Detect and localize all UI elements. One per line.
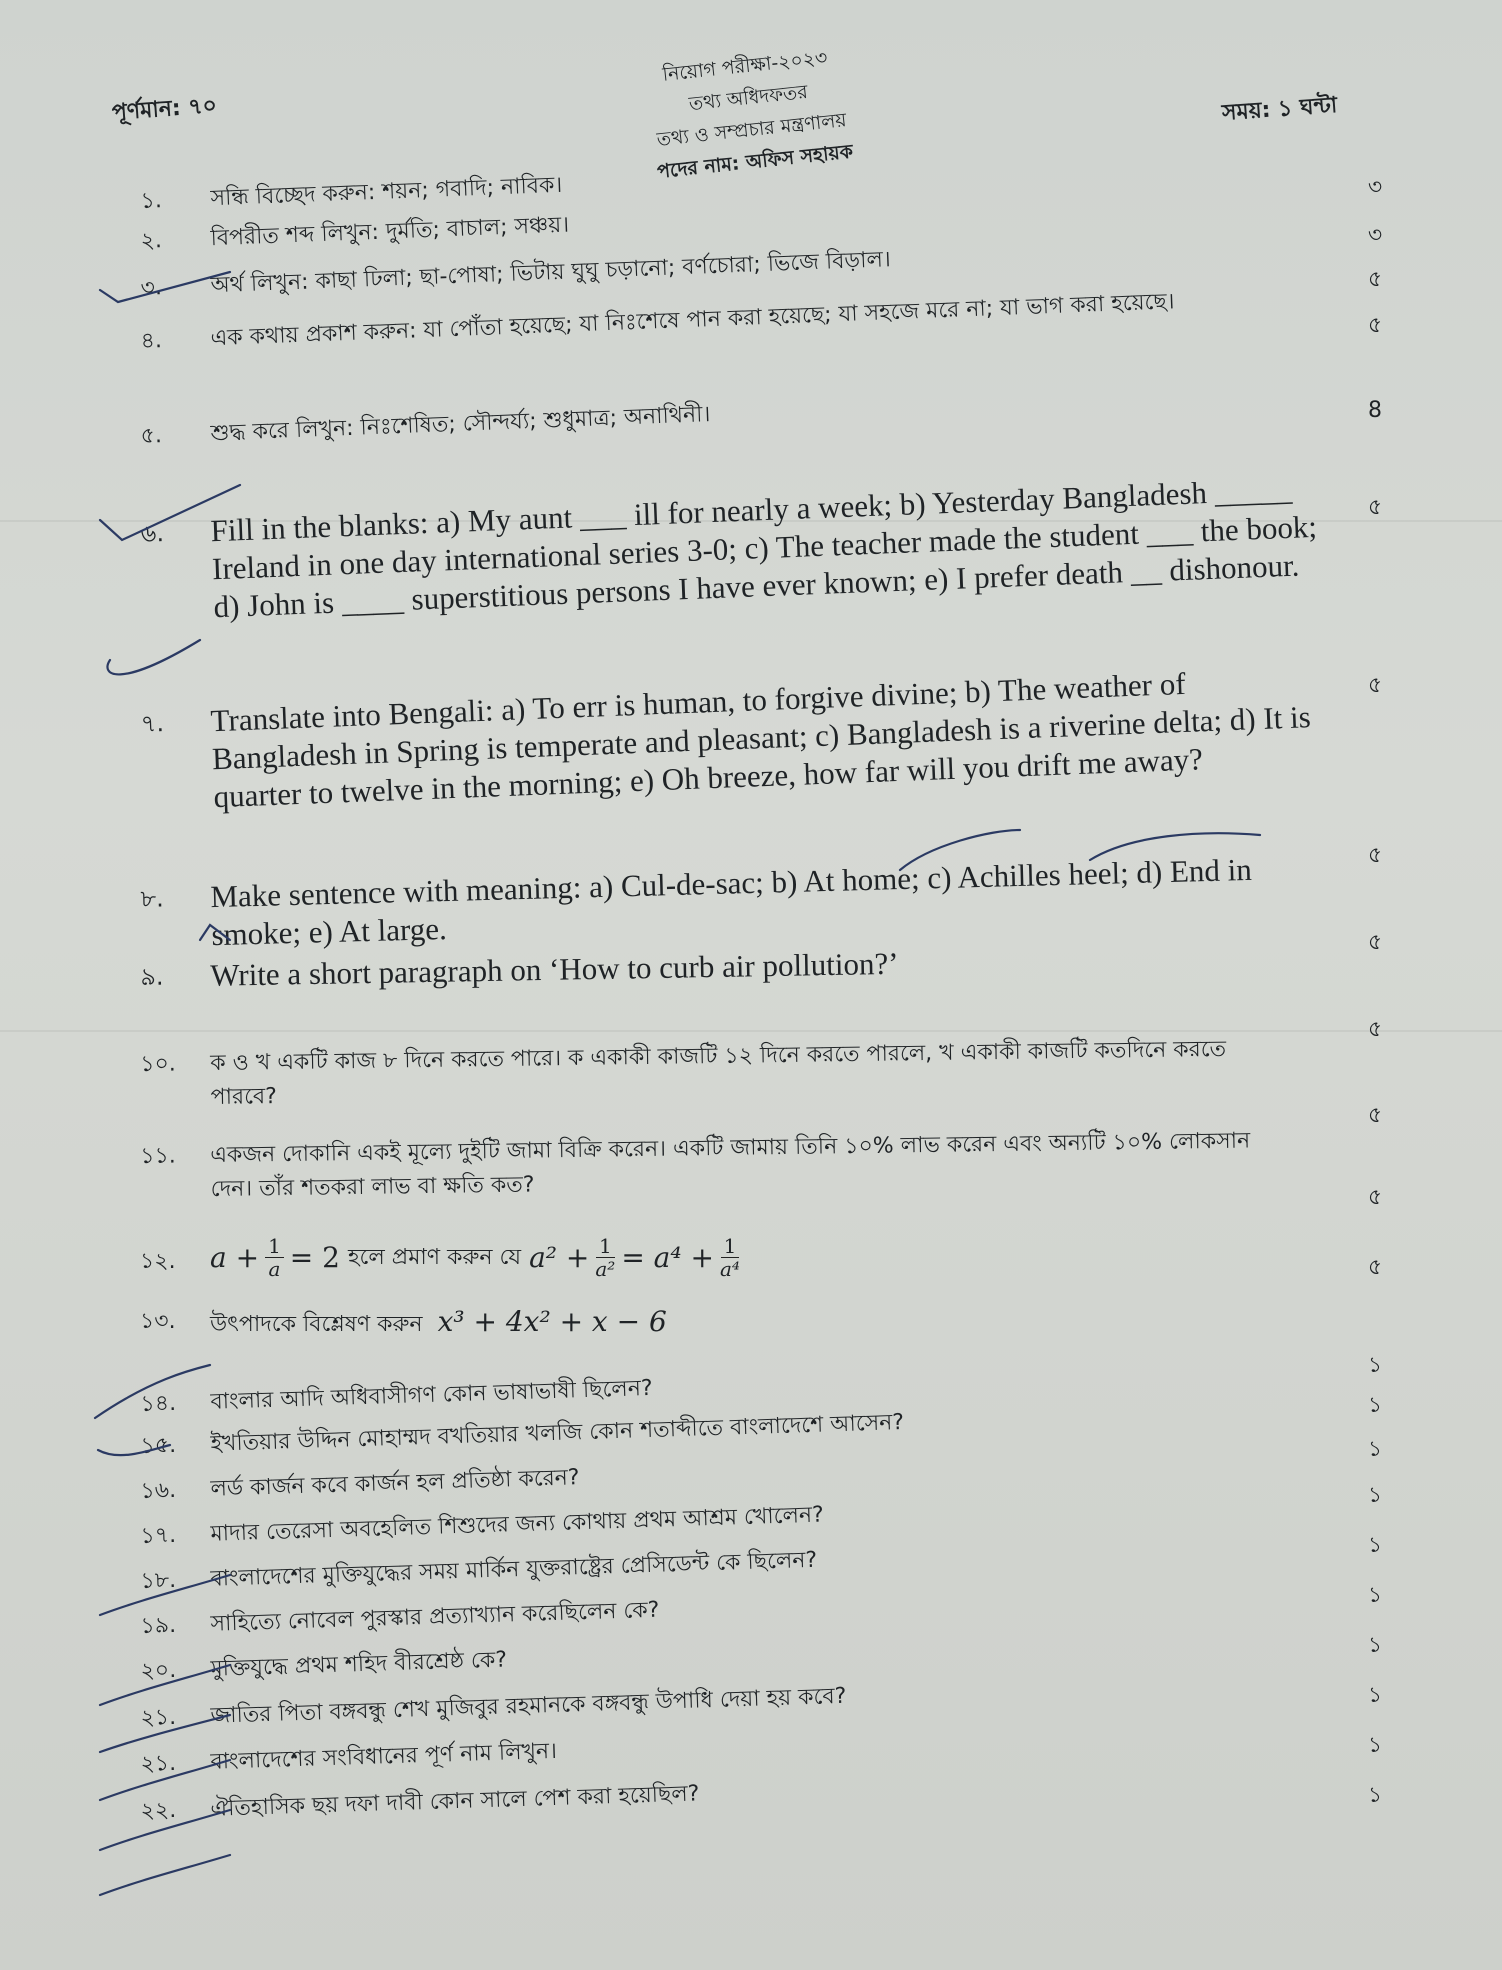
question-13 [140,1305,1290,1342]
question-number: ১৪. [140,1390,177,1417]
question-6 [140,470,1324,629]
question-number: ১৬. [140,1477,177,1504]
exam-title: নিয়োগ পরীক্ষা-২০২৩ [661,46,829,86]
question-text: হলে প্রমাণ করুন যে [347,1244,522,1270]
fraction-numerator: 1 [265,1235,284,1258]
question-number: ২১. [140,1704,177,1731]
question-mark: ৫ [1367,1103,1383,1128]
question-text: এক কথায় প্রকাশ করুন: যা পোঁতা হয়েছে; যা নিঃশেষে পান করা হয়েছে; যা সহজে মরে না; যা ভাগ করা হয়েছে। [210,289,1176,352]
question-text: সাহিত্যে নোবেল পুরস্কার প্রত্যাখ্যান করেছিলেন কে? [210,1597,660,1637]
fraction-numerator: 1 [721,1235,740,1258]
question-number: ১৯. [140,1612,177,1639]
question-number: ৪. [140,328,163,354]
question-number: ১১. [140,1143,176,1169]
ministry-name: তথ্য ও সম্প্রচার মন্ত্রণালয় [655,109,848,151]
question-mark: ১ [1367,1437,1383,1462]
question-text: লর্ড কার্জন কবে কার্জন হল প্রতিষ্ঠা করেন? [210,1465,580,1502]
question-number: ১. [140,188,163,214]
math-expression: x³ + 4x² + x − 6 [437,1305,667,1338]
question-number: ২. [140,228,163,254]
pen-tick [100,1855,230,1895]
question-mark: ১ [1367,1583,1383,1608]
question-mark: ১ [1367,1733,1383,1758]
question-number: ১২. [140,1249,176,1274]
question-text: মুক্তিযুদ্ধে প্রথম শহিদ বীরশ্রেষ্ঠ কে? [210,1647,508,1682]
question-number: ১০. [140,1051,176,1077]
question-number: ১৩. [140,1309,176,1334]
question-mark: ১ [1367,1683,1383,1708]
question-mark: ৫ [1367,673,1383,698]
fraction-denominator: a [268,1257,281,1281]
question-text: Write a short paragraph on ‘How to curb air pollution?’ [210,945,899,993]
question-number: ৭. [140,709,165,738]
question-number: ১৫. [140,1432,177,1459]
question-mark: ৫ [1367,1185,1383,1210]
question-mark: 8 [1368,398,1382,423]
question-text-label: উৎপাদকে বিশ্লেষণ করুন [210,1312,423,1337]
question-text [210,1235,1290,1280]
question-11 [140,1124,1291,1208]
question-mark: ৫ [1367,843,1383,868]
question-text: শুদ্ধ করে লিখুন: নিঃশেষিত; সৌন্দর্য্য; শুধুমাত্র; অনাথিনী। [210,402,711,447]
full-marks: পূর্ণমান: ৭০ [111,93,218,126]
question-number: ২১. [140,1750,177,1777]
question-text: Fill in the blanks: a) My aunt ___ ill for nearly a week; b) Yesterday Bangladesh _____ Ireland in one day international series 3-0; c) The teacher made the student ___ the book; d) John is ____ superstitious persons I have ever known; e) I prefer death __ dishonour. [209,471,1318,625]
math-expression: = 2 [289,1240,340,1274]
fraction-denominator: a⁴ [719,1257,740,1281]
question-10 [140,1032,1291,1116]
question-text: ইখতিয়ার উদ্দিন মোহাম্মদ বখতিয়ার খলজি কোন শতাব্দীতে বাংলাদেশে আসেন? [210,1410,905,1457]
question-mark: ১ [1367,1483,1383,1508]
math-expression: a² + [529,1240,590,1274]
question-mark: ৫ [1367,313,1383,338]
question-mark: ১ [1367,1353,1383,1378]
math-expression: = a⁴ + [621,1240,714,1274]
question-text: ক ও খ একটি কাজ ৮ দিনে করতে পারে। ক একাকী কাজটি ১২ দিনে করতে পারলে, খ একাকী কাজটি কতদিনে করতে পারবে? [210,1036,1227,1111]
fraction [720,1235,740,1280]
question-mark: ১ [1367,1783,1383,1808]
question-mark: ৫ [1367,930,1383,955]
fraction [265,1235,284,1280]
question-mark: ৩ [1367,175,1383,200]
question-text: Translate into Bengali: a) To err is human, to forgive divine; b) The weather of Bangladesh in Spring is temperate and pleasant; c) Bangladesh is a riverine delta; d) It is quarter to twelve in the morning; e) Oh breeze, how far will you drift me away? [209,665,1312,815]
question-number: ৩. [140,275,163,301]
question-number: ৫. [140,423,163,449]
question-7 [140,660,1324,819]
question-text [210,1305,1290,1342]
question-mark: ১ [1367,1393,1383,1418]
question-mark: ৫ [1367,495,1383,520]
question-text: একজন দোকানি একই মূল্যে দুইটি জামা বিক্রি করেন। একটি জামায় তিনি ১০% লাভ করেন এবং অন্যটি ১০% লোকসান দেন। তাঁর শতকরা লাভ বা ক্ষতি কত? [210,1128,1251,1203]
question-number: ১৮. [140,1567,177,1594]
question-mark: ৫ [1367,1255,1383,1280]
question-number: ১৭. [140,1522,177,1549]
question-text: ঐতিহাসিক ছয় দফা দাবী কোন সালে পেশ করা হয়েছিল? [210,1781,700,1822]
question-text: বাংলাদেশের সংবিধানের পূর্ণ নাম লিখুন। [210,1738,558,1775]
question-mark: ৫ [1367,1017,1383,1042]
question-number: ২২. [140,1797,177,1824]
question-text: বাংলার আদি অধিবাসীগণ কোন ভাষাভাষী ছিলেন? [210,1375,653,1415]
question-mark: ১ [1367,1633,1383,1658]
question-text: বিপরীত শব্দ লিখুন: দুর্মতি; বাচাল; সঞ্চয়। [210,212,570,252]
question-number: ২০. [140,1657,177,1684]
fraction-numerator: 1 [596,1235,615,1258]
fraction [595,1235,615,1280]
question-text: অর্থ লিখুন: কাছা ঢিলা; ছা-পোষা; ভিটায় ঘুঘু চড়ানো; বর্ণচোরা; ভিজে বিড়াল। [210,247,892,299]
fraction-denominator: a² [595,1257,616,1281]
question-number: ৮. [140,884,165,913]
question-5 [140,373,1360,454]
question-number: ৬. [140,519,165,548]
math-expression: a + [210,1240,260,1274]
pen-tick [107,640,200,674]
time-allowed: সময়: ১ ঘন্টা [1221,93,1339,126]
question-mark: ১ [1367,1533,1383,1558]
question-text: Make sentence with meaning: a) Cul-de-sac; b) At home; c) Achilles heel; d) End in smoke; e) At large. [210,851,1253,953]
question-text: মাদার তেরেসা অবহেলিত শিশুদের জন্য কোথায় প্রথম আশ্রম খোলেন? [210,1502,825,1547]
question-mark: ৩ [1367,223,1383,248]
question-text: সন্ধি বিচ্ছেদ করুন: শয়ন; গবাদি; নাবিক। [210,172,563,212]
question-number: ৯. [140,962,164,991]
question-12 [140,1235,1290,1280]
question-mark: ৫ [1367,267,1383,292]
post-name: পদের নাম: অফিস সহায়ক [656,140,854,183]
directorate-name: তথ্য অধিদফতর [687,80,809,116]
question-text: জাতির পিতা বঙ্গবন্ধু শেখ মুজিবুর রহমানকে বঙ্গবন্ধু উপাধি দেয়া হয় কবে? [210,1683,847,1729]
question-text: বাংলাদেশের মুক্তিযুদ্ধের সময় মার্কিন যুক্তরাষ্ট্রের প্রেসিডেন্ট কে ছিলেন? [210,1547,818,1592]
